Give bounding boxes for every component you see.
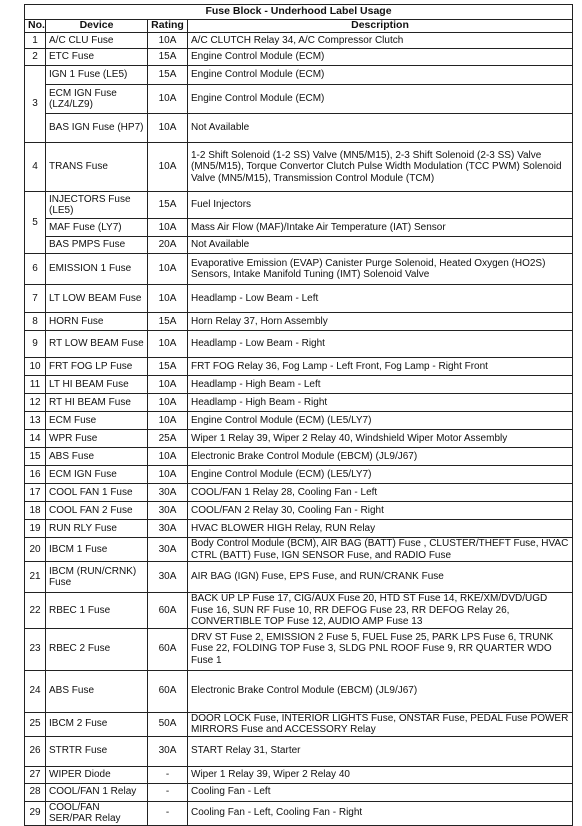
fuse-number: 27 — [25, 766, 46, 783]
table-row — [25, 502, 573, 520]
fuse-number: 3 — [25, 66, 46, 143]
table-row — [25, 394, 573, 412]
fuse-device: COOL/FAN SER/PAR Relay — [46, 801, 148, 825]
fuse-device: ETC Fuse — [46, 49, 148, 66]
fuse-description: Headlamp - Low Beam - Right — [188, 331, 573, 358]
fuse-device: RT HI BEAM Fuse — [46, 394, 148, 412]
fuse-number: 15 — [25, 448, 46, 466]
table-row — [25, 628, 573, 670]
fuse-rating: 30A — [148, 484, 188, 502]
fuse-description: Electronic Brake Control Module (EBCM) (JL9/J67) — [188, 670, 573, 712]
table-row — [25, 331, 573, 358]
fuse-description: Body Control Module (BCM), AIR BAG (BATT) Fuse , CLUSTER/THEFT Fuse, HVAC CTRL (BATT) Fuse, IGN SENSOR Fuse, and RADIO Fuse — [188, 538, 573, 562]
fuse-number: 10 — [25, 358, 46, 376]
fuse-number: 1 — [25, 33, 46, 49]
fuse-rating: 15A — [148, 66, 188, 85]
fuse-description: COOL/FAN 1 Relay 28, Cooling Fan - Left — [188, 484, 573, 502]
table-row — [25, 143, 573, 192]
fuse-rating: 10A — [148, 331, 188, 358]
fuse-device: WPR Fuse — [46, 430, 148, 448]
fuse-description: Wiper 1 Relay 39, Wiper 2 Relay 40, Windshield Wiper Motor Assembly — [188, 430, 573, 448]
fuse-number: 12 — [25, 394, 46, 412]
fuse-device: INJECTORS Fuse (LE5) — [46, 192, 148, 219]
fuse-rating: 30A — [148, 502, 188, 520]
table-row — [25, 466, 573, 484]
fuse-device: ECM Fuse — [46, 412, 148, 430]
fuse-description: Electronic Brake Control Module (EBCM) (JL9/J67) — [188, 448, 573, 466]
fuse-number: 8 — [25, 313, 46, 331]
fuse-device: BAS PMPS Fuse — [46, 237, 148, 254]
fuse-number: 18 — [25, 502, 46, 520]
fuse-device: EMISSION 1 Fuse — [46, 254, 148, 285]
fuse-device: ECM IGN Fuse — [46, 466, 148, 484]
fuse-number: 9 — [25, 331, 46, 358]
fuse-rating: 10A — [148, 254, 188, 285]
fuse-rating: 10A — [148, 448, 188, 466]
fuse-device: TRANS Fuse — [46, 143, 148, 192]
fuse-description: DOOR LOCK Fuse, INTERIOR LIGHTS Fuse, ONSTAR Fuse, PEDAL Fuse POWER MIRRORS Fuse and ACCESSORY Relay — [188, 712, 573, 736]
fuse-device: A/C CLU Fuse — [46, 33, 148, 49]
fuse-device: MAF Fuse (LY7) — [46, 219, 148, 237]
table-row — [25, 593, 573, 629]
fuse-description: HVAC BLOWER HIGH Relay, RUN Relay — [188, 520, 573, 538]
fuse-number: 24 — [25, 670, 46, 712]
fuse-number: 16 — [25, 466, 46, 484]
fuse-number: 29 — [25, 801, 46, 825]
fuse-table — [24, 4, 573, 826]
fuse-description: Cooling Fan - Left — [188, 783, 573, 801]
fuse-rating: 15A — [148, 192, 188, 219]
fuse-rating: 10A — [148, 85, 188, 114]
fuse-number: 28 — [25, 783, 46, 801]
table-row — [25, 670, 573, 712]
fuse-rating: 10A — [148, 394, 188, 412]
fuse-rating: 30A — [148, 520, 188, 538]
fuse-rating: 30A — [148, 736, 188, 766]
fuse-device: ABS Fuse — [46, 670, 148, 712]
table-row — [25, 766, 573, 783]
fuse-device: RUN RLY Fuse — [46, 520, 148, 538]
fuse-device: IBCM 2 Fuse — [46, 712, 148, 736]
fuse-description: Not Available — [188, 237, 573, 254]
fuse-rating: 60A — [148, 593, 188, 629]
header-no: No. — [25, 20, 46, 33]
fuse-number: 25 — [25, 712, 46, 736]
fuse-rating: 30A — [148, 562, 188, 593]
fuse-device: COOL FAN 1 Fuse — [46, 484, 148, 502]
table-body — [25, 33, 573, 826]
table-title: Fuse Block - Underhood Label Usage — [25, 5, 573, 20]
fuse-device: RBEC 1 Fuse — [46, 593, 148, 629]
table-row — [25, 114, 573, 143]
fuse-rating: 15A — [148, 49, 188, 66]
table-row — [25, 484, 573, 502]
fuse-number: 21 — [25, 562, 46, 593]
fuse-number: 19 — [25, 520, 46, 538]
fuse-block-sheet — [24, 4, 572, 826]
fuse-rating: 60A — [148, 670, 188, 712]
fuse-description: Horn Relay 37, Horn Assembly — [188, 313, 573, 331]
table-row — [25, 219, 573, 237]
fuse-description: COOL/FAN 2 Relay 30, Cooling Fan - Right — [188, 502, 573, 520]
header-rating: Rating — [148, 20, 188, 33]
table-row — [25, 783, 573, 801]
fuse-rating: 10A — [148, 466, 188, 484]
table-row — [25, 85, 573, 114]
table-row — [25, 49, 573, 66]
fuse-device: COOL FAN 2 Fuse — [46, 502, 148, 520]
fuse-description: Fuel Injectors — [188, 192, 573, 219]
fuse-device: HORN Fuse — [46, 313, 148, 331]
fuse-number: 13 — [25, 412, 46, 430]
fuse-device: IBCM (RUN/CRNK) Fuse — [46, 562, 148, 593]
fuse-number: 20 — [25, 538, 46, 562]
fuse-description: A/C CLUTCH Relay 34, A/C Compressor Clutch — [188, 33, 573, 49]
table-row — [25, 192, 573, 219]
table-row — [25, 237, 573, 254]
fuse-description: Mass Air Flow (MAF)/Intake Air Temperature (IAT) Sensor — [188, 219, 573, 237]
table-row — [25, 358, 573, 376]
fuse-description: Headlamp - High Beam - Right — [188, 394, 573, 412]
table-row — [25, 412, 573, 430]
table-row — [25, 562, 573, 593]
fuse-description: Engine Control Module (ECM) — [188, 66, 573, 85]
fuse-device: ECM IGN Fuse (LZ4/LZ9) — [46, 85, 148, 114]
table-row — [25, 66, 573, 85]
fuse-rating: - — [148, 766, 188, 783]
fuse-description: Evaporative Emission (EVAP) Canister Purge Solenoid, Heated Oxygen (HO2S) Sensors, Intake Manifold Tuning (IMT) Solenoid Valve — [188, 254, 573, 285]
fuse-number: 14 — [25, 430, 46, 448]
fuse-description: 1-2 Shift Solenoid (1-2 SS) Valve (MN5/M15), 2-3 Shift Solenoid (2-3 SS) Valve (MN5/M15), Torque Convertor Clutch Pulse Width Modulation (TCC PWM) Solenoid Valve (MN5/M15), Transmission Control Module (TCM) — [188, 143, 573, 192]
fuse-description: Headlamp - High Beam - Left — [188, 376, 573, 394]
fuse-rating: 10A — [148, 219, 188, 237]
fuse-number: 22 — [25, 593, 46, 629]
fuse-device: RBEC 2 Fuse — [46, 628, 148, 670]
fuse-description: Engine Control Module (ECM) — [188, 85, 573, 114]
table-row — [25, 736, 573, 766]
fuse-rating: 50A — [148, 712, 188, 736]
fuse-device: IBCM 1 Fuse — [46, 538, 148, 562]
fuse-rating: 20A — [148, 237, 188, 254]
fuse-rating: 15A — [148, 313, 188, 331]
fuse-description: Engine Control Module (ECM) (LE5/LY7) — [188, 466, 573, 484]
fuse-device: FRT FOG LP Fuse — [46, 358, 148, 376]
fuse-rating: - — [148, 801, 188, 825]
table-row — [25, 801, 573, 825]
fuse-number: 17 — [25, 484, 46, 502]
table-row — [25, 376, 573, 394]
fuse-rating: 10A — [148, 143, 188, 192]
table-row — [25, 313, 573, 331]
fuse-device: STRTR Fuse — [46, 736, 148, 766]
table-row — [25, 430, 573, 448]
fuse-device: IGN 1 Fuse (LE5) — [46, 66, 148, 85]
fuse-number: 7 — [25, 285, 46, 313]
fuse-number: 11 — [25, 376, 46, 394]
fuse-description: Wiper 1 Relay 39, Wiper 2 Relay 40 — [188, 766, 573, 783]
fuse-rating: 10A — [148, 33, 188, 49]
fuse-description: Not Available — [188, 114, 573, 143]
fuse-description: FRT FOG Relay 36, Fog Lamp - Left Front, Fog Lamp - Right Front — [188, 358, 573, 376]
fuse-description: START Relay 31, Starter — [188, 736, 573, 766]
table-row — [25, 285, 573, 313]
fuse-device: LT LOW BEAM Fuse — [46, 285, 148, 313]
table-row — [25, 538, 573, 562]
fuse-rating: 10A — [148, 376, 188, 394]
table-row — [25, 712, 573, 736]
table-row — [25, 520, 573, 538]
fuse-description: Engine Control Module (ECM) (LE5/LY7) — [188, 412, 573, 430]
fuse-description: DRV ST Fuse 2, EMISSION 2 Fuse 5, FUEL Fuse 25, PARK LPS Fuse 6, TRUNK Fuse 22, FOLDING TOP Fuse 3, SLDG PNL ROOF Fuse 9, RR QUARTER WDO Fuse 1 — [188, 628, 573, 670]
fuse-number: 23 — [25, 628, 46, 670]
header-device: Device — [46, 20, 148, 33]
fuse-device: COOL/FAN 1 Relay — [46, 783, 148, 801]
table-row — [25, 33, 573, 49]
header-description: Description — [188, 20, 573, 33]
fuse-device: WIPER Diode — [46, 766, 148, 783]
fuse-number: 4 — [25, 143, 46, 192]
fuse-number: 2 — [25, 49, 46, 66]
fuse-description: Headlamp - Low Beam - Left — [188, 285, 573, 313]
fuse-device: ABS Fuse — [46, 448, 148, 466]
fuse-rating: 10A — [148, 285, 188, 313]
fuse-device: BAS IGN Fuse (HP7) — [46, 114, 148, 143]
fuse-rating: 25A — [148, 430, 188, 448]
table-row — [25, 254, 573, 285]
table-row — [25, 448, 573, 466]
fuse-number: 26 — [25, 736, 46, 766]
fuse-device: RT LOW BEAM Fuse — [46, 331, 148, 358]
fuse-device: LT HI BEAM Fuse — [46, 376, 148, 394]
fuse-rating: 10A — [148, 114, 188, 143]
fuse-rating: 30A — [148, 538, 188, 562]
fuse-description: AIR BAG (IGN) Fuse, EPS Fuse, and RUN/CRANK Fuse — [188, 562, 573, 593]
fuse-description: BACK UP LP Fuse 17, CIG/AUX Fuse 20, HTD ST Fuse 14, RKE/XM/DVD/UGD Fuse 16, SUN RF Fuse 10, RR DEFOG Fuse 23, RR DEFOG Relay 26, CONVERTIBLE TOP Fuse 12, AUDIO AMP Fuse 13 — [188, 593, 573, 629]
fuse-number: 5 — [25, 192, 46, 254]
fuse-number: 6 — [25, 254, 46, 285]
fuse-rating: 10A — [148, 412, 188, 430]
fuse-description: Cooling Fan - Left, Cooling Fan - Right — [188, 801, 573, 825]
fuse-rating: 60A — [148, 628, 188, 670]
fuse-rating: 15A — [148, 358, 188, 376]
fuse-rating: - — [148, 783, 188, 801]
fuse-description: Engine Control Module (ECM) — [188, 49, 573, 66]
